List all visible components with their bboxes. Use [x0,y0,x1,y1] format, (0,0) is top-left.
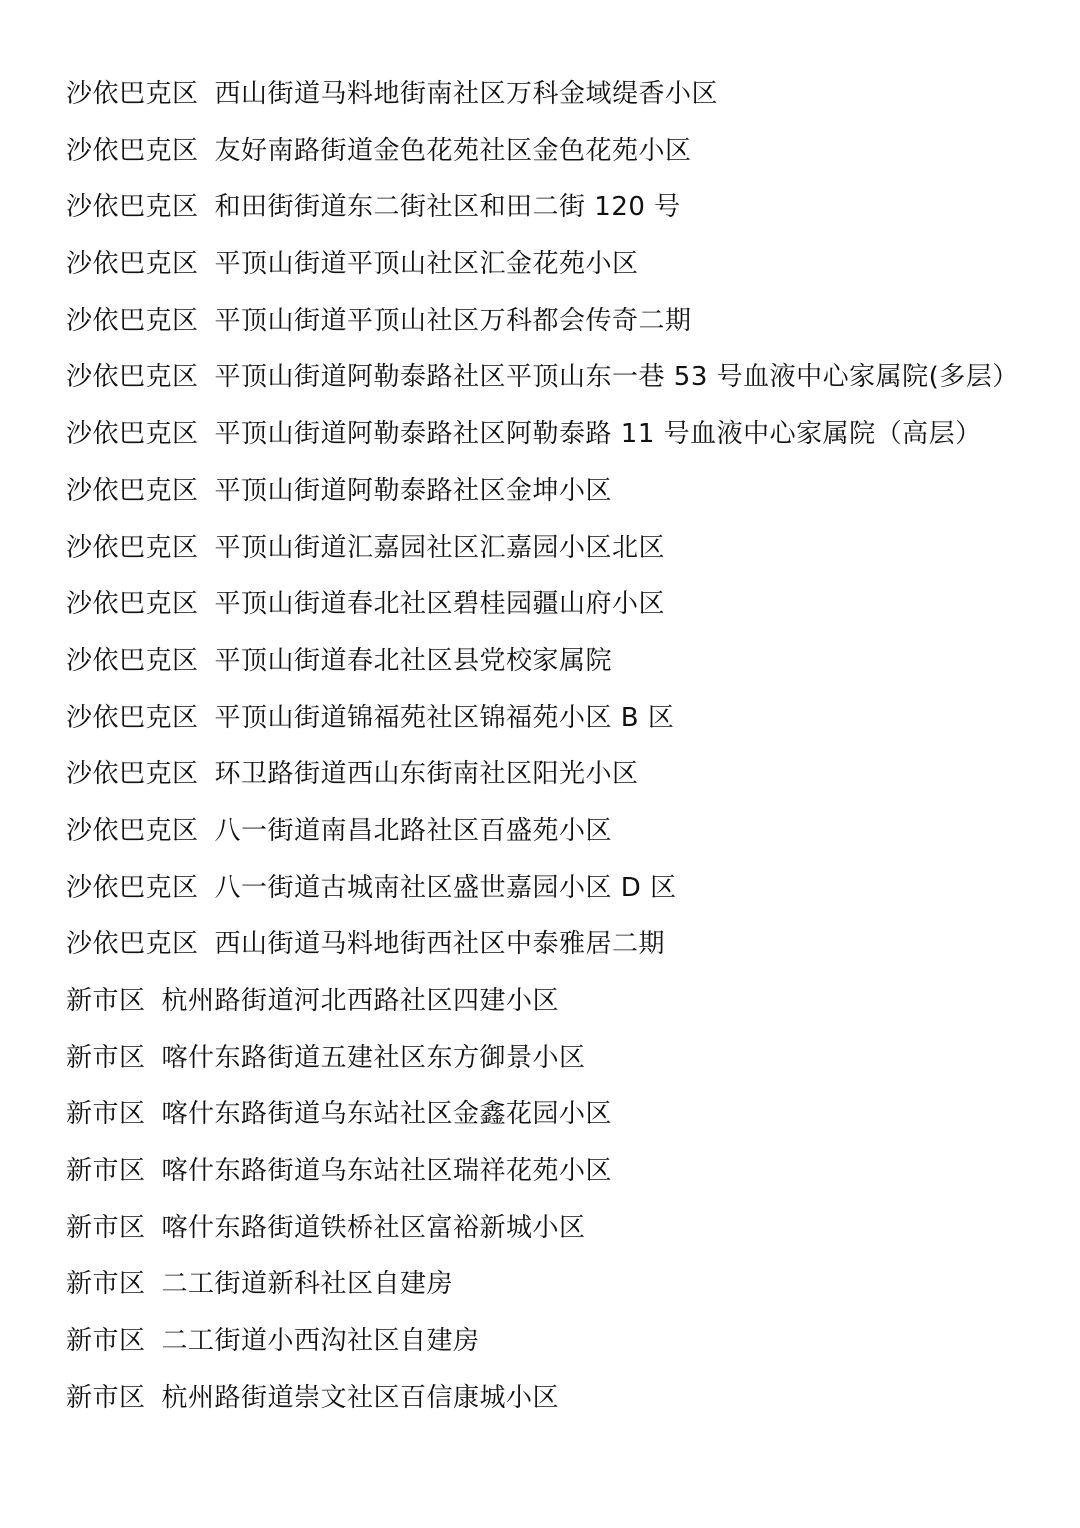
address-text: 平顶山街道平顶山社区万科都会传奇二期 [214,305,692,336]
address-text: 杭州路街道河北西路社区四建小区 [161,986,560,1016]
list-item [66,752,1019,809]
list-item [66,1319,1019,1376]
address-text: 二工街道小西沟社区自建房 [161,1326,480,1357]
district-label: 沙依巴克区 [66,475,199,506]
list-item [66,1376,1019,1433]
address-text: 环卫路街道西山东街南社区阳光小区 [214,759,639,790]
address-text: 平顶山街道春北社区碧桂园疆山府小区 [214,589,666,620]
address-text: 平顶山街道平顶山社区汇金花苑小区 [214,249,639,280]
address-text: 平顶山街道阿勒泰路社区平顶山东一巷 53 号血液中心家属院(多层） [214,362,1019,393]
address-text: 二工街道新科社区自建房 [161,1269,454,1300]
address-text: 平顶山街道阿勒泰路社区阿勒泰路 11 号血液中心家属院（高层） [214,419,982,450]
address-list [66,72,1019,1433]
list-item [66,1036,1019,1093]
list-item [66,1149,1019,1206]
list-item [66,922,1019,979]
district-label: 沙依巴克区 [66,532,199,563]
address-text: 喀什东路街道乌东站社区金鑫花园小区 [161,1099,613,1130]
district-label: 沙依巴克区 [66,815,199,846]
list-item [66,412,1019,469]
address-text: 喀什东路街道乌东站社区瑞祥花苑小区 [161,1156,613,1187]
district-label: 沙依巴克区 [66,419,199,450]
list-item [66,866,1019,923]
district-label: 沙依巴克区 [66,192,199,223]
address-text: 喀什东路街道铁桥社区富裕新城小区 [161,1212,586,1243]
address-text: 杭州路街道崇文社区百信康城小区 [161,1382,560,1413]
address-text: 西山街道马料地街南社区万科金域缇香小区 [214,79,719,109]
address-text: 平顶山街道阿勒泰路社区金坤小区 [214,475,613,506]
district-label: 沙依巴克区 [66,79,199,109]
district-label: 新市区 [66,1099,146,1130]
district-label: 新市区 [66,1156,146,1187]
district-label: 沙依巴克区 [66,362,199,393]
list-item [66,299,1019,356]
list-item [66,979,1019,1036]
address-text: 友好南路街道金色花苑社区金色花苑小区 [214,135,692,166]
district-label: 沙依巴克区 [66,759,199,790]
district-label: 沙依巴克区 [66,929,199,960]
district-label: 沙依巴克区 [66,305,199,336]
district-label: 沙依巴克区 [66,589,199,620]
list-item [66,129,1019,186]
list-item [66,1206,1019,1263]
district-label: 新市区 [66,1269,146,1300]
district-label: 新市区 [66,1042,146,1073]
list-item [66,185,1019,242]
district-label: 新市区 [66,1326,146,1357]
address-text: 八一街道古城南社区盛世嘉园小区 D 区 [214,872,677,903]
district-label: 新市区 [66,1382,146,1413]
list-item [66,1092,1019,1149]
address-text: 八一街道南昌北路社区百盛苑小区 [214,815,613,846]
address-text: 西山街道马料地街西社区中泰雅居二期 [214,929,666,960]
district-label: 沙依巴克区 [66,872,199,903]
list-item [66,809,1019,866]
district-label: 新市区 [66,1212,146,1243]
list-item [66,1262,1019,1319]
address-text: 平顶山街道春北社区县党校家属院 [214,645,613,676]
address-text: 平顶山街道锦福苑社区锦福苑小区 B 区 [214,702,675,733]
list-item [66,639,1019,696]
district-label: 沙依巴克区 [66,645,199,676]
list-item [66,696,1019,753]
address-text: 和田街街道东二街社区和田二街 120 号 [214,192,681,223]
district-label: 沙依巴克区 [66,702,199,733]
address-text: 平顶山街道汇嘉园社区汇嘉园小区北区 [214,532,666,563]
district-label: 沙依巴克区 [66,135,199,166]
list-item [66,469,1019,526]
list-item [66,526,1019,583]
district-label: 沙依巴克区 [66,249,199,280]
address-text: 喀什东路街道五建社区东方御景小区 [161,1042,586,1073]
district-label: 新市区 [66,986,146,1016]
list-item [66,355,1019,412]
list-item [66,582,1019,639]
list-item [66,242,1019,299]
list-item [66,72,1019,129]
